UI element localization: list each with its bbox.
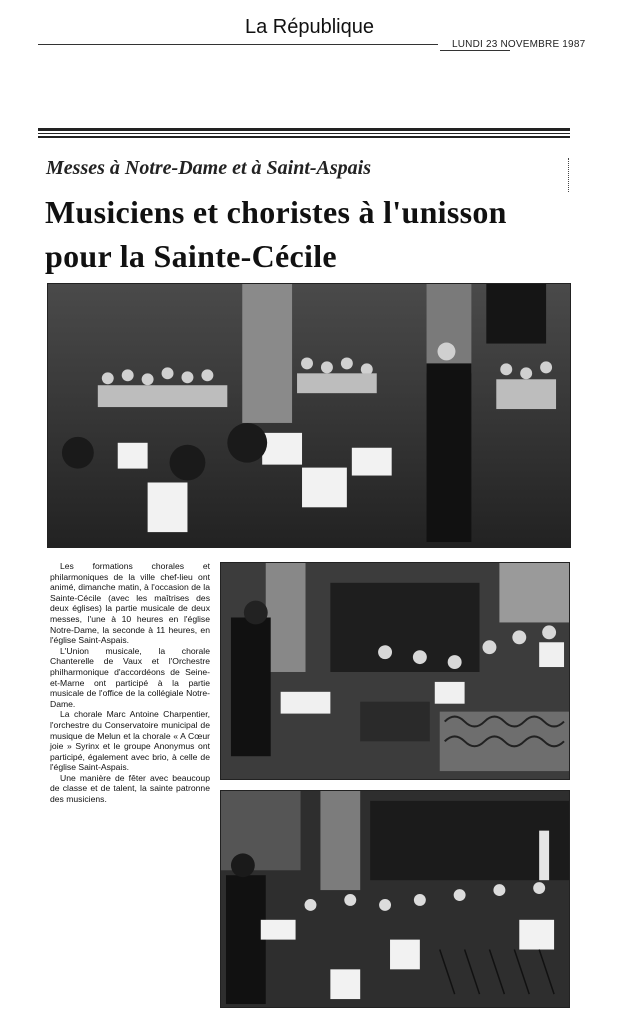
photo-conductor-orchestra [220,790,570,1008]
photo-conductor-orchestra-image [221,791,569,1007]
photo-accordion-orchestra [220,562,570,780]
article-kicker: Messes à Notre-Dame et à Saint-Aspais [46,157,371,179]
section-rule [38,128,570,131]
article-paragraph: L'Union musicale, la chorale Chanterelle de Vaux et l'Orchestre philharmonique d'accordéons de Seine-et-Marne ont participé à la partie musicale de l'office de la collégiale Notre-Dame. [50,645,210,709]
header-rule-right [440,50,510,51]
photo-accordion-orchestra-image [221,563,569,779]
header-rule [38,44,438,45]
article-paragraph: Une manière de fêter avec beaucoup de classe et de talent, la sainte patronne des musiciens. [50,772,210,805]
headline-line-2: pour la Sainte-Cécile [45,238,337,274]
section-rule-bottom [38,136,570,138]
section-rule-thin [38,133,570,134]
headline-line-1: Musiciens et choristes à l'unisson [45,194,507,230]
photo-orchestra-choir-image [48,284,570,547]
article-headline [45,190,580,278]
article-paragraph: Les formations chorales et philarmoniques de la ville chef-lieu ont animé, dimanche matin, à l'occasion de la Sainte-Cécile (avec les maîtrises des deux églises) la partie musicale de deux messes, l'une à 10 heures en l'église Notre-Dame, la seconde à 11 heures, en l'église Saint-Aspais. [50,561,210,646]
article-paragraph: La chorale Marc Antoine Charpentier, l'orchestre du Conservatoire municipal de musique de Melun et la chorale « A Cœur joie » Syrinx et le groupe Anonymus ont participé, également avec brio, à celle de l'église Saint-Aspais. [50,709,210,773]
photo-orchestra-choir [47,283,571,548]
newspaper-name: La République [245,16,374,38]
article-body [50,561,210,805]
margin-mark [568,158,571,192]
issue-date: LUNDI 23 NOVEMBRE 1987 [452,39,586,50]
